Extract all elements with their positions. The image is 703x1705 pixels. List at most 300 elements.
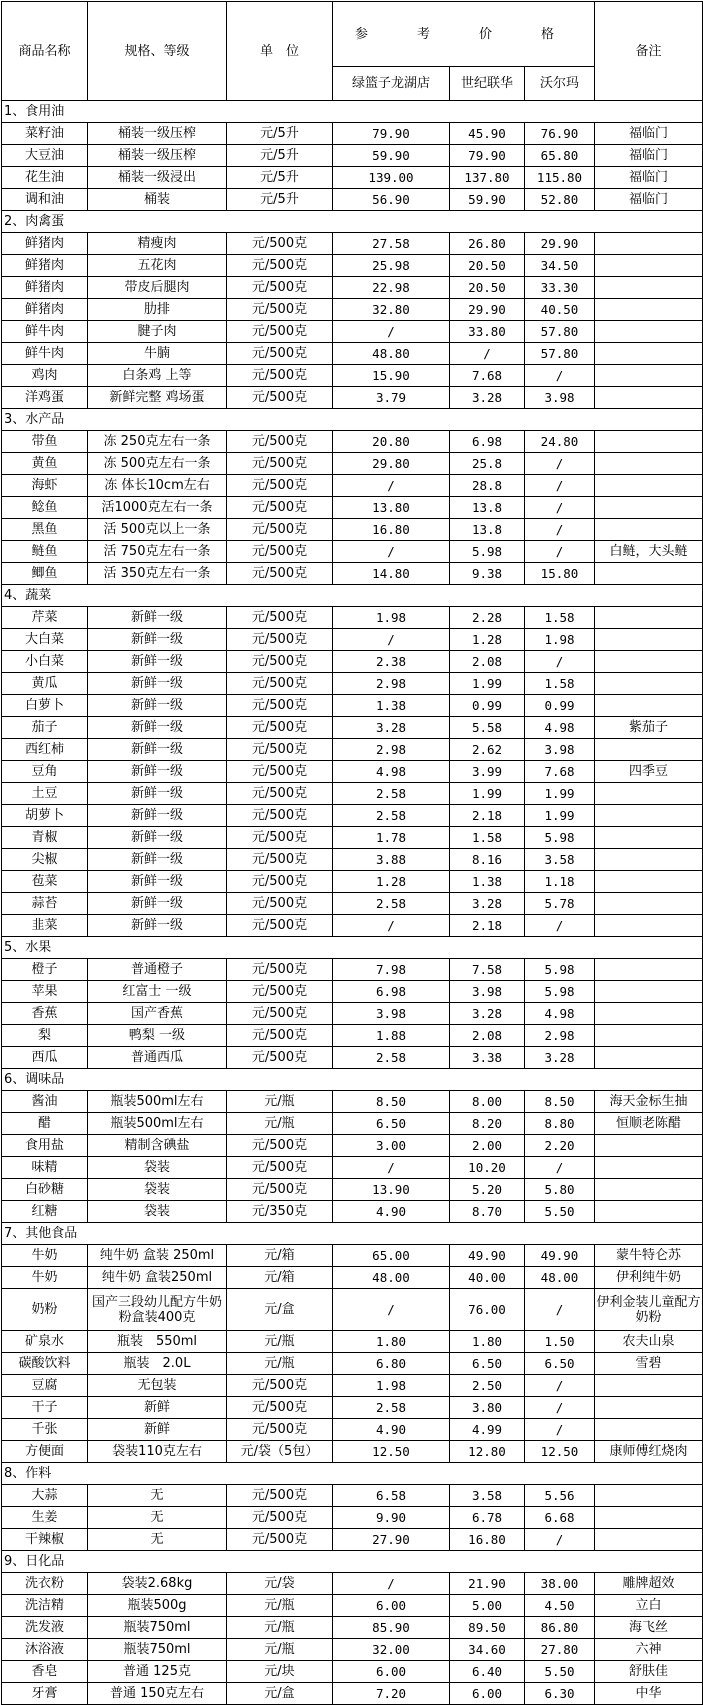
cell-spec: 纯牛奶 盒装 250ml xyxy=(88,1245,227,1267)
header-store-walmart: 沃尔玛 xyxy=(525,67,595,101)
cell-price-lvlanzi: 13.90 xyxy=(333,1179,450,1201)
cell-price-shijilianhua: 6.40 xyxy=(450,1661,525,1683)
cell-unit: 元/500克 xyxy=(227,1157,333,1179)
cell-price-walmart: 86.80 xyxy=(525,1617,595,1639)
cell-note xyxy=(595,475,703,497)
cell-price-walmart: 5.80 xyxy=(525,1179,595,1201)
cell-price-lvlanzi: 2.98 xyxy=(333,673,450,695)
table-row xyxy=(2,1573,703,1595)
cell-unit: 元/瓶 xyxy=(227,1617,333,1639)
cell-price-walmart: 38.00 xyxy=(525,1573,595,1595)
cell-product-name: 土豆 xyxy=(2,783,88,805)
table-row xyxy=(2,1179,703,1201)
cell-price-walmart: 29.90 xyxy=(525,233,595,255)
table-row xyxy=(2,1441,703,1463)
cell-product-name: 碳酸饮料 xyxy=(2,1353,88,1375)
cell-spec: 袋装 xyxy=(88,1179,227,1201)
cell-product-name: 苹果 xyxy=(2,981,88,1003)
cell-unit: 元/500克 xyxy=(227,1419,333,1441)
table-row xyxy=(2,233,703,255)
header-row-top xyxy=(2,2,703,67)
cell-product-name: 牛奶 xyxy=(2,1245,88,1267)
cell-price-shijilianhua: 3.38 xyxy=(450,1047,525,1069)
cell-price-walmart: 65.80 xyxy=(525,145,595,167)
cell-spec: 活 500克以上一条 xyxy=(88,519,227,541)
cell-price-walmart: / xyxy=(525,1529,595,1551)
cell-price-walmart: 5.98 xyxy=(525,959,595,981)
cell-note xyxy=(595,1529,703,1551)
table-row xyxy=(2,145,703,167)
cell-spec: 普通西瓜 xyxy=(88,1047,227,1069)
table-row xyxy=(2,475,703,497)
cell-price-lvlanzi: 56.90 xyxy=(333,189,450,211)
cell-price-lvlanzi: 1.88 xyxy=(333,1025,450,1047)
cell-price-lvlanzi: 7.20 xyxy=(333,1683,450,1705)
cell-unit: 元/块 xyxy=(227,1661,333,1683)
cell-spec: 瓶装500g xyxy=(88,1595,227,1617)
cell-price-lvlanzi: 1.80 xyxy=(333,1331,450,1353)
table-row xyxy=(2,277,703,299)
cell-product-name: 梨 xyxy=(2,1025,88,1047)
cell-price-lvlanzi: 139.00 xyxy=(333,167,450,189)
cell-price-lvlanzi: 6.00 xyxy=(333,1661,450,1683)
cell-spec: 袋装2.68kg xyxy=(88,1573,227,1595)
cell-spec: 五花肉 xyxy=(88,255,227,277)
cell-spec: 桶装一级压榨 xyxy=(88,145,227,167)
cell-price-walmart: 1.99 xyxy=(525,783,595,805)
section-title: 9、日化品 xyxy=(2,1551,703,1573)
cell-price-shijilianhua: 137.80 xyxy=(450,167,525,189)
cell-note xyxy=(595,783,703,805)
cell-note xyxy=(595,497,703,519)
cell-price-walmart: 57.80 xyxy=(525,343,595,365)
cell-unit: 元/500克 xyxy=(227,497,333,519)
cell-price-walmart: / xyxy=(525,915,595,937)
section-title: 8、作料 xyxy=(2,1463,703,1485)
cell-product-name: 酱油 xyxy=(2,1091,88,1113)
cell-unit: 元/500克 xyxy=(227,915,333,937)
cell-product-name: 红糖 xyxy=(2,1201,88,1223)
cell-unit: 元/500克 xyxy=(227,387,333,409)
cell-price-lvlanzi: 65.00 xyxy=(333,1245,450,1267)
cell-price-shijilianhua: 1.28 xyxy=(450,629,525,651)
cell-unit: 元/500克 xyxy=(227,717,333,739)
cell-note: 雪碧 xyxy=(595,1353,703,1375)
cell-price-shijilianhua: 2.08 xyxy=(450,1025,525,1047)
cell-spec: 新鲜一级 xyxy=(88,871,227,893)
cell-unit: 元/5升 xyxy=(227,167,333,189)
cell-price-shijilianhua: 1.80 xyxy=(450,1331,525,1353)
table-row xyxy=(2,1091,703,1113)
cell-spec: 瓶装500ml左右 xyxy=(88,1091,227,1113)
cell-spec: 普通 125克 xyxy=(88,1661,227,1683)
cell-unit: 元/500克 xyxy=(227,255,333,277)
cell-price-shijilianhua: 1.99 xyxy=(450,783,525,805)
cell-product-name: 鲜牛肉 xyxy=(2,321,88,343)
section-row xyxy=(2,1069,703,1091)
cell-price-shijilianhua: 25.8 xyxy=(450,453,525,475)
cell-price-shijilianhua: 40.00 xyxy=(450,1267,525,1289)
cell-note xyxy=(595,1003,703,1025)
cell-unit: 元/500克 xyxy=(227,321,333,343)
cell-unit: 元/500克 xyxy=(227,959,333,981)
cell-note xyxy=(595,387,703,409)
cell-unit: 元/500克 xyxy=(227,629,333,651)
cell-spec: 瓶装750ml xyxy=(88,1617,227,1639)
cell-spec: 普通橙子 xyxy=(88,959,227,981)
cell-price-shijilianhua: 2.00 xyxy=(450,1135,525,1157)
table-row xyxy=(2,1617,703,1639)
cell-price-walmart: 7.68 xyxy=(525,761,595,783)
cell-price-walmart: 5.98 xyxy=(525,827,595,849)
cell-unit: 元/500克 xyxy=(227,827,333,849)
cell-product-name: 西红柿 xyxy=(2,739,88,761)
cell-note xyxy=(595,277,703,299)
cell-note xyxy=(595,563,703,585)
cell-unit: 元/500克 xyxy=(227,783,333,805)
cell-price-lvlanzi: 1.78 xyxy=(333,827,450,849)
cell-note: 白鲢，大头鲢 xyxy=(595,541,703,563)
cell-price-lvlanzi: 20.80 xyxy=(333,431,450,453)
cell-note: 康师傅红烧肉 xyxy=(595,1441,703,1463)
cell-product-name: 千张 xyxy=(2,1419,88,1441)
cell-note: 立白 xyxy=(595,1595,703,1617)
cell-product-name: 西瓜 xyxy=(2,1047,88,1069)
cell-spec: 精瘦肉 xyxy=(88,233,227,255)
table-row xyxy=(2,1419,703,1441)
cell-price-lvlanzi: 4.90 xyxy=(333,1201,450,1223)
cell-price-shijilianhua: 13.8 xyxy=(450,519,525,541)
cell-unit: 元/500克 xyxy=(227,475,333,497)
cell-product-name: 沐浴液 xyxy=(2,1639,88,1661)
cell-price-lvlanzi: 22.98 xyxy=(333,277,450,299)
cell-price-walmart: 34.50 xyxy=(525,255,595,277)
table-row xyxy=(2,981,703,1003)
cell-price-walmart: / xyxy=(525,519,595,541)
cell-note: 中华 xyxy=(595,1683,703,1705)
cell-price-walmart: 115.80 xyxy=(525,167,595,189)
cell-price-walmart: 5.98 xyxy=(525,981,595,1003)
cell-price-shijilianhua: 76.00 xyxy=(450,1289,525,1331)
cell-price-lvlanzi: 3.98 xyxy=(333,1003,450,1025)
cell-price-shijilianhua: 2.28 xyxy=(450,607,525,629)
cell-product-name: 鲜猪肉 xyxy=(2,299,88,321)
cell-unit: 元/盒 xyxy=(227,1683,333,1705)
cell-note: 紫茄子 xyxy=(595,717,703,739)
table-row xyxy=(2,739,703,761)
table-row xyxy=(2,189,703,211)
table-row xyxy=(2,387,703,409)
section-row xyxy=(2,1223,703,1245)
cell-product-name: 鲢鱼 xyxy=(2,541,88,563)
cell-price-shijilianhua: 20.50 xyxy=(450,255,525,277)
cell-price-shijilianhua: 79.90 xyxy=(450,145,525,167)
cell-product-name: 黑鱼 xyxy=(2,519,88,541)
cell-unit: 元/瓶 xyxy=(227,1331,333,1353)
cell-product-name: 豆腐 xyxy=(2,1375,88,1397)
cell-price-walmart: / xyxy=(525,365,595,387)
table-row xyxy=(2,783,703,805)
cell-price-walmart: 1.58 xyxy=(525,607,595,629)
cell-price-walmart: 48.00 xyxy=(525,1267,595,1289)
cell-price-shijilianhua: 2.08 xyxy=(450,651,525,673)
section-row xyxy=(2,211,703,233)
cell-note xyxy=(595,519,703,541)
cell-product-name: 青椒 xyxy=(2,827,88,849)
cell-price-lvlanzi: 2.98 xyxy=(333,739,450,761)
cell-note xyxy=(595,1201,703,1223)
cell-price-walmart: / xyxy=(525,497,595,519)
cell-price-lvlanzi: 79.90 xyxy=(333,123,450,145)
cell-unit: 元/500克 xyxy=(227,1507,333,1529)
cell-spec: 新鲜一级 xyxy=(88,915,227,937)
table-row xyxy=(2,1397,703,1419)
section-title: 3、水产品 xyxy=(2,409,703,431)
cell-price-lvlanzi: 6.98 xyxy=(333,981,450,1003)
table-row xyxy=(2,1135,703,1157)
table-row xyxy=(2,1485,703,1507)
cell-price-lvlanzi: 8.50 xyxy=(333,1091,450,1113)
cell-product-name: 鲶鱼 xyxy=(2,497,88,519)
cell-product-name: 牙膏 xyxy=(2,1683,88,1705)
cell-note xyxy=(595,453,703,475)
cell-note: 六神 xyxy=(595,1639,703,1661)
cell-spec: 袋装110克左右 xyxy=(88,1441,227,1463)
cell-product-name: 黄瓜 xyxy=(2,673,88,695)
cell-product-name: 胡萝卜 xyxy=(2,805,88,827)
cell-price-lvlanzi: 48.80 xyxy=(333,343,450,365)
cell-price-walmart: 4.50 xyxy=(525,1595,595,1617)
cell-spec: 新鲜一级 xyxy=(88,695,227,717)
cell-spec: 新鲜一级 xyxy=(88,739,227,761)
cell-product-name: 鸡肉 xyxy=(2,365,88,387)
cell-price-shijilianhua: 34.60 xyxy=(450,1639,525,1661)
cell-unit: 元/500克 xyxy=(227,981,333,1003)
cell-unit: 元/500克 xyxy=(227,1047,333,1069)
cell-spec: 国产三段幼儿配方牛奶粉盒装400克 xyxy=(88,1289,227,1331)
cell-product-name: 小白菜 xyxy=(2,651,88,673)
table-row xyxy=(2,1157,703,1179)
cell-spec: 袋装 xyxy=(88,1201,227,1223)
cell-price-lvlanzi: 4.98 xyxy=(333,761,450,783)
cell-product-name: 韭菜 xyxy=(2,915,88,937)
cell-note: 福临门 xyxy=(595,123,703,145)
cell-price-shijilianhua: 89.50 xyxy=(450,1617,525,1639)
cell-price-walmart: / xyxy=(525,1419,595,1441)
cell-price-walmart: 1.99 xyxy=(525,805,595,827)
cell-note: 四季豆 xyxy=(595,761,703,783)
cell-price-lvlanzi: 6.00 xyxy=(333,1595,450,1617)
cell-price-lvlanzi: 27.90 xyxy=(333,1529,450,1551)
cell-note xyxy=(595,607,703,629)
table-row xyxy=(2,431,703,453)
cell-unit: 元/500克 xyxy=(227,453,333,475)
cell-price-shijilianhua: 29.90 xyxy=(450,299,525,321)
cell-spec: 带皮后腿肉 xyxy=(88,277,227,299)
cell-spec: 鸭梨 一级 xyxy=(88,1025,227,1047)
cell-price-lvlanzi: 13.80 xyxy=(333,497,450,519)
cell-unit: 元/5升 xyxy=(227,145,333,167)
cell-price-shijilianhua: 59.90 xyxy=(450,189,525,211)
cell-price-shijilianhua: 6.00 xyxy=(450,1683,525,1705)
cell-price-shijilianhua: 5.00 xyxy=(450,1595,525,1617)
cell-product-name: 鲫鱼 xyxy=(2,563,88,585)
cell-price-lvlanzi: 14.80 xyxy=(333,563,450,585)
cell-price-walmart: / xyxy=(525,1375,595,1397)
cell-unit: 元/500克 xyxy=(227,761,333,783)
cell-spec: 新鲜一级 xyxy=(88,849,227,871)
cell-price-shijilianhua: 4.99 xyxy=(450,1419,525,1441)
cell-spec: 新鲜一级 xyxy=(88,673,227,695)
cell-unit: 元/袋 xyxy=(227,1573,333,1595)
table-row xyxy=(2,1267,703,1289)
cell-price-walmart: 27.80 xyxy=(525,1639,595,1661)
cell-note: 恒顺老陈醋 xyxy=(595,1113,703,1135)
cell-product-name: 干辣椒 xyxy=(2,1529,88,1551)
cell-price-shijilianhua: 9.38 xyxy=(450,563,525,585)
cell-product-name: 调和油 xyxy=(2,189,88,211)
cell-price-walmart: 33.30 xyxy=(525,277,595,299)
cell-unit: 元/袋（5包） xyxy=(227,1441,333,1463)
cell-unit: 元/500克 xyxy=(227,299,333,321)
header-product-name: 商品名称 xyxy=(2,2,88,101)
header-store-lvlanzi: 绿篮子龙湖店 xyxy=(333,67,450,101)
cell-spec: 新鲜一级 xyxy=(88,783,227,805)
cell-product-name: 干子 xyxy=(2,1397,88,1419)
cell-price-shijilianhua: 7.58 xyxy=(450,959,525,981)
cell-product-name: 苞菜 xyxy=(2,871,88,893)
cell-product-name: 大豆油 xyxy=(2,145,88,167)
cell-note xyxy=(595,1397,703,1419)
cell-price-walmart: 76.90 xyxy=(525,123,595,145)
cell-note xyxy=(595,915,703,937)
cell-unit: 元/瓶 xyxy=(227,1091,333,1113)
cell-price-shijilianhua: 6.50 xyxy=(450,1353,525,1375)
section-row xyxy=(2,585,703,607)
cell-product-name: 方便面 xyxy=(2,1441,88,1463)
cell-price-lvlanzi: 2.58 xyxy=(333,1047,450,1069)
cell-unit: 元/500克 xyxy=(227,739,333,761)
cell-price-shijilianhua: 7.68 xyxy=(450,365,525,387)
cell-spec: 冻 体长10cm左右 xyxy=(88,475,227,497)
cell-unit: 元/500克 xyxy=(227,1025,333,1047)
cell-unit: 元/500克 xyxy=(227,1179,333,1201)
section-title: 6、调味品 xyxy=(2,1069,703,1091)
cell-product-name: 海虾 xyxy=(2,475,88,497)
table-row xyxy=(2,915,703,937)
price-table-body xyxy=(2,2,703,1705)
table-row xyxy=(2,827,703,849)
cell-spec: 新鲜一级 xyxy=(88,651,227,673)
section-row xyxy=(2,409,703,431)
cell-spec: 普通 150克左右 xyxy=(88,1683,227,1705)
table-row xyxy=(2,167,703,189)
cell-spec: 桶装 xyxy=(88,189,227,211)
cell-price-walmart: 3.98 xyxy=(525,387,595,409)
cell-product-name: 牛奶 xyxy=(2,1267,88,1289)
cell-price-walmart: / xyxy=(525,1289,595,1331)
table-row xyxy=(2,1331,703,1353)
cell-spec: 新鲜一级 xyxy=(88,805,227,827)
cell-price-shijilianhua: 13.8 xyxy=(450,497,525,519)
cell-unit: 元/350克 xyxy=(227,1201,333,1223)
cell-unit: 元/瓶 xyxy=(227,1353,333,1375)
cell-unit: 元/5升 xyxy=(227,123,333,145)
cell-spec: 新鲜一级 xyxy=(88,717,227,739)
cell-price-lvlanzi: 25.98 xyxy=(333,255,450,277)
cell-price-walmart: 6.68 xyxy=(525,1507,595,1529)
cell-unit: 元/500克 xyxy=(227,1529,333,1551)
cell-price-walmart: / xyxy=(525,541,595,563)
cell-price-shijilianhua: 28.8 xyxy=(450,475,525,497)
cell-unit: 元/500克 xyxy=(227,365,333,387)
cell-unit: 元/500克 xyxy=(227,607,333,629)
cell-price-lvlanzi: 29.80 xyxy=(333,453,450,475)
cell-unit: 元/500克 xyxy=(227,871,333,893)
cell-note: 福临门 xyxy=(595,189,703,211)
cell-spec: 腱子肉 xyxy=(88,321,227,343)
cell-price-shijilianhua: 45.90 xyxy=(450,123,525,145)
cell-price-lvlanzi: 15.90 xyxy=(333,365,450,387)
cell-note xyxy=(595,1047,703,1069)
cell-spec: 桶装一级浸出 xyxy=(88,167,227,189)
cell-price-walmart: 1.98 xyxy=(525,629,595,651)
cell-unit: 元/500克 xyxy=(227,1135,333,1157)
cell-note: 伊利纯牛奶 xyxy=(595,1267,703,1289)
cell-price-lvlanzi: / xyxy=(333,541,450,563)
table-row xyxy=(2,1289,703,1331)
cell-note xyxy=(595,233,703,255)
header-store-shijilianhua: 世纪联华 xyxy=(450,67,525,101)
table-row xyxy=(2,893,703,915)
cell-note: 福临门 xyxy=(595,167,703,189)
cell-spec: 新鲜一级 xyxy=(88,607,227,629)
cell-note xyxy=(595,1179,703,1201)
cell-price-walmart: 4.98 xyxy=(525,1003,595,1025)
table-row xyxy=(2,1639,703,1661)
cell-product-name: 尖椒 xyxy=(2,849,88,871)
cell-product-name: 食用盐 xyxy=(2,1135,88,1157)
cell-note xyxy=(595,299,703,321)
cell-price-walmart: 6.50 xyxy=(525,1353,595,1375)
table-row xyxy=(2,761,703,783)
table-row xyxy=(2,1113,703,1135)
cell-note: 海飞丝 xyxy=(595,1617,703,1639)
cell-note xyxy=(595,1375,703,1397)
cell-unit: 元/箱 xyxy=(227,1245,333,1267)
cell-note xyxy=(595,651,703,673)
cell-spec: 瓶装 2.0L xyxy=(88,1353,227,1375)
cell-unit: 元/500克 xyxy=(227,673,333,695)
cell-unit: 元/500克 xyxy=(227,563,333,585)
cell-price-lvlanzi: / xyxy=(333,1573,450,1595)
cell-price-shijilianhua: 12.80 xyxy=(450,1441,525,1463)
cell-price-walmart: 2.98 xyxy=(525,1025,595,1047)
cell-product-name: 芹菜 xyxy=(2,607,88,629)
table-row xyxy=(2,1047,703,1069)
cell-price-walmart: 8.80 xyxy=(525,1113,595,1135)
cell-note xyxy=(595,321,703,343)
cell-price-shijilianhua: 2.62 xyxy=(450,739,525,761)
cell-note xyxy=(595,1485,703,1507)
cell-price-lvlanzi: 6.58 xyxy=(333,1485,450,1507)
cell-note: 雕牌超效 xyxy=(595,1573,703,1595)
cell-price-walmart: 3.98 xyxy=(525,739,595,761)
cell-price-walmart: 1.50 xyxy=(525,1331,595,1353)
cell-price-shijilianhua: 2.18 xyxy=(450,915,525,937)
cell-price-lvlanzi: 3.28 xyxy=(333,717,450,739)
cell-product-name: 洗洁精 xyxy=(2,1595,88,1617)
